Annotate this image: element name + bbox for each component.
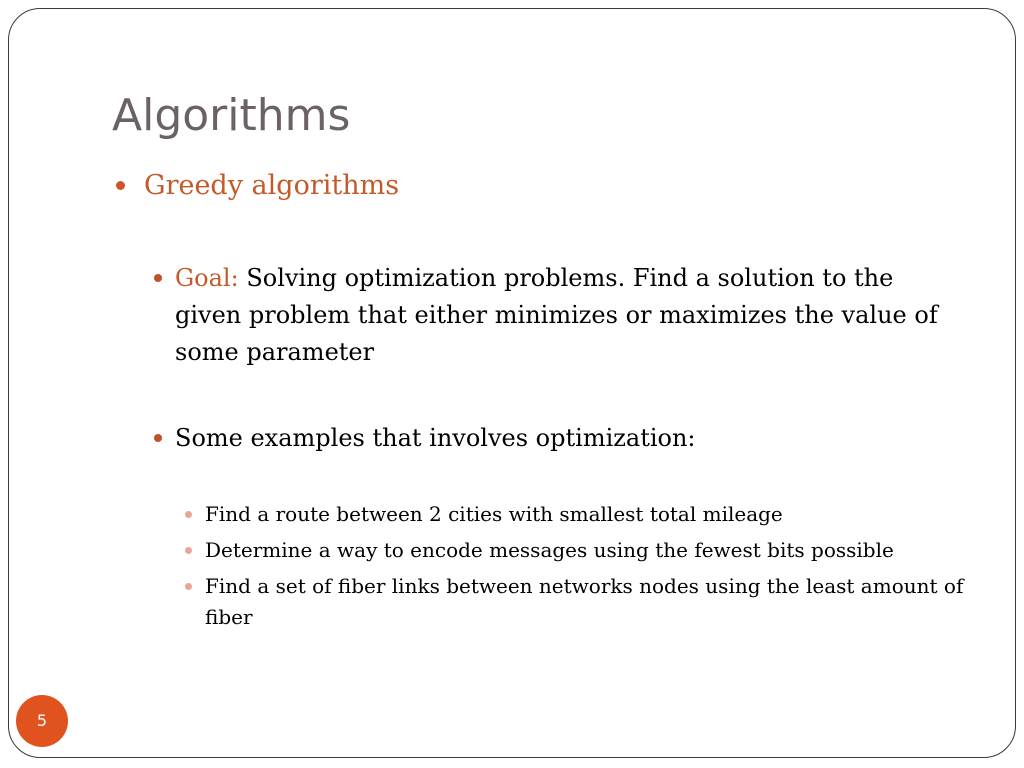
goal-text: Solving optimization problems. Find a solution to the given problem that either minimizes or maximizes the value of some parameter (175, 264, 938, 366)
goal-label: Goal: (175, 264, 239, 292)
bullet-dot-icon (154, 434, 162, 442)
example-text: Determine a way to encode messages using the fewest bits possible (205, 538, 894, 562)
page-number-badge: 5 (16, 695, 68, 747)
sub-bullet-dot-icon (185, 511, 192, 518)
goal-bullet-content (175, 260, 965, 371)
sub-bullet-dot-icon (185, 583, 192, 590)
heading-bullet-text: Greedy algorithms (144, 170, 400, 201)
sub-bullet-dot-icon (185, 547, 192, 554)
bullet-dot-icon (154, 274, 162, 282)
bullet-dot-icon (116, 181, 125, 190)
slide-title: Algorithms (112, 90, 351, 141)
examples-intro-text: Some examples that involves optimization: (175, 424, 696, 452)
example-text: Find a route between 2 cities with smallest total mileage (205, 502, 783, 526)
example-text: Find a set of fiber links between networks nodes using the least amount of fiber (205, 574, 964, 629)
